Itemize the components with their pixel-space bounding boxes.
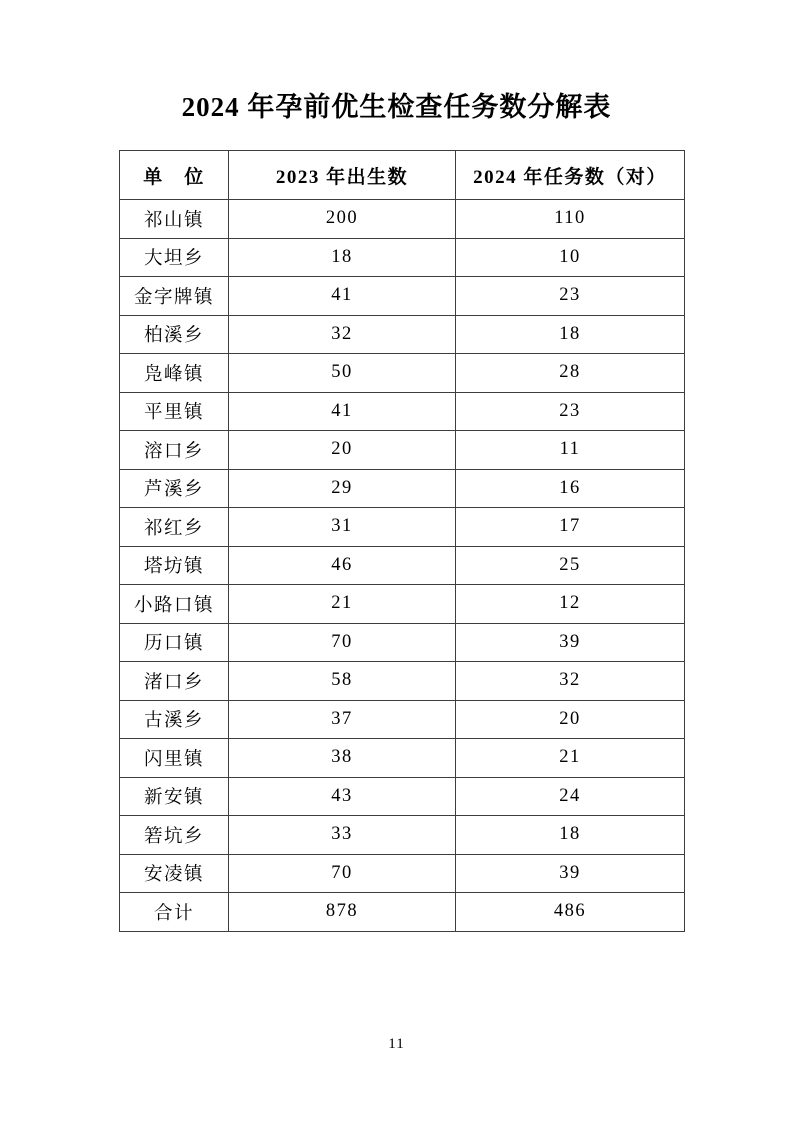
table-row [120, 585, 685, 624]
header-unit: 单 位 [120, 151, 229, 200]
tasks-cell: 11 [456, 431, 685, 470]
table-row [120, 315, 685, 354]
tasks-cell: 23 [456, 392, 685, 431]
unit-cell: 安凌镇 [120, 854, 229, 893]
page-title: 2024 年孕前优生检查任务数分解表 [181, 92, 612, 122]
unit-cell: 祁红乡 [120, 508, 229, 547]
unit-cell: 箬坑乡 [120, 816, 229, 855]
tasks-cell: 18 [456, 315, 685, 354]
tasks-cell: 24 [456, 777, 685, 816]
births-cell: 20 [229, 431, 456, 470]
births-cell: 41 [229, 392, 456, 431]
births-cell: 33 [229, 816, 456, 855]
unit-cell: 凫峰镇 [120, 354, 229, 393]
births-cell: 58 [229, 662, 456, 701]
unit-cell: 柏溪乡 [120, 315, 229, 354]
births-cell: 32 [229, 315, 456, 354]
tasks-cell: 21 [456, 739, 685, 778]
births-cell: 43 [229, 777, 456, 816]
tasks-cell: 23 [456, 277, 685, 316]
table-row [120, 431, 685, 470]
table-row [120, 777, 685, 816]
births-cell: 200 [229, 200, 456, 239]
births-cell: 21 [229, 585, 456, 624]
tasks-cell: 39 [456, 623, 685, 662]
births-cell: 70 [229, 854, 456, 893]
births-cell: 50 [229, 354, 456, 393]
tasks-cell: 32 [456, 662, 685, 701]
header-tasks-2024: 2024 年任务数（对） [456, 151, 685, 200]
task-breakdown-table [119, 150, 685, 932]
table-row [120, 546, 685, 585]
tasks-cell: 20 [456, 700, 685, 739]
tasks-cell: 17 [456, 508, 685, 547]
tasks-cell: 110 [456, 200, 685, 239]
table-row [120, 277, 685, 316]
tasks-cell: 25 [456, 546, 685, 585]
table-row [120, 700, 685, 739]
births-cell: 31 [229, 508, 456, 547]
births-cell: 41 [229, 277, 456, 316]
table-row [120, 200, 685, 239]
unit-cell: 溶口乡 [120, 431, 229, 470]
table-row [120, 816, 685, 855]
unit-cell: 平里镇 [120, 392, 229, 431]
table-row [120, 392, 685, 431]
tasks-cell: 28 [456, 354, 685, 393]
births-cell: 18 [229, 238, 456, 277]
tasks-cell: 486 [456, 893, 685, 932]
table-header-row [120, 151, 685, 200]
tasks-cell: 12 [456, 585, 685, 624]
table-row [120, 854, 685, 893]
table-row [120, 238, 685, 277]
births-cell: 46 [229, 546, 456, 585]
page-number: 11 [388, 1036, 405, 1052]
table-row [120, 739, 685, 778]
unit-cell: 合计 [120, 893, 229, 932]
births-cell: 38 [229, 739, 456, 778]
unit-cell: 大坦乡 [120, 238, 229, 277]
unit-cell: 新安镇 [120, 777, 229, 816]
table-row [120, 354, 685, 393]
table-row [120, 662, 685, 701]
header-births-2023: 2023 年出生数 [229, 151, 456, 200]
unit-cell: 芦溪乡 [120, 469, 229, 508]
unit-cell: 金字牌镇 [120, 277, 229, 316]
unit-cell: 古溪乡 [120, 700, 229, 739]
unit-cell: 祁山镇 [120, 200, 229, 239]
births-cell: 37 [229, 700, 456, 739]
births-cell: 878 [229, 893, 456, 932]
unit-cell: 渚口乡 [120, 662, 229, 701]
births-cell: 29 [229, 469, 456, 508]
unit-cell: 历口镇 [120, 623, 229, 662]
tasks-cell: 18 [456, 816, 685, 855]
table-row [120, 623, 685, 662]
births-cell: 70 [229, 623, 456, 662]
tasks-cell: 10 [456, 238, 685, 277]
tasks-cell: 16 [456, 469, 685, 508]
tasks-cell: 39 [456, 854, 685, 893]
table-row [120, 508, 685, 547]
unit-cell: 塔坊镇 [120, 546, 229, 585]
unit-cell: 小路口镇 [120, 585, 229, 624]
table-row-total [120, 893, 685, 932]
unit-cell: 闪里镇 [120, 739, 229, 778]
table-row [120, 469, 685, 508]
